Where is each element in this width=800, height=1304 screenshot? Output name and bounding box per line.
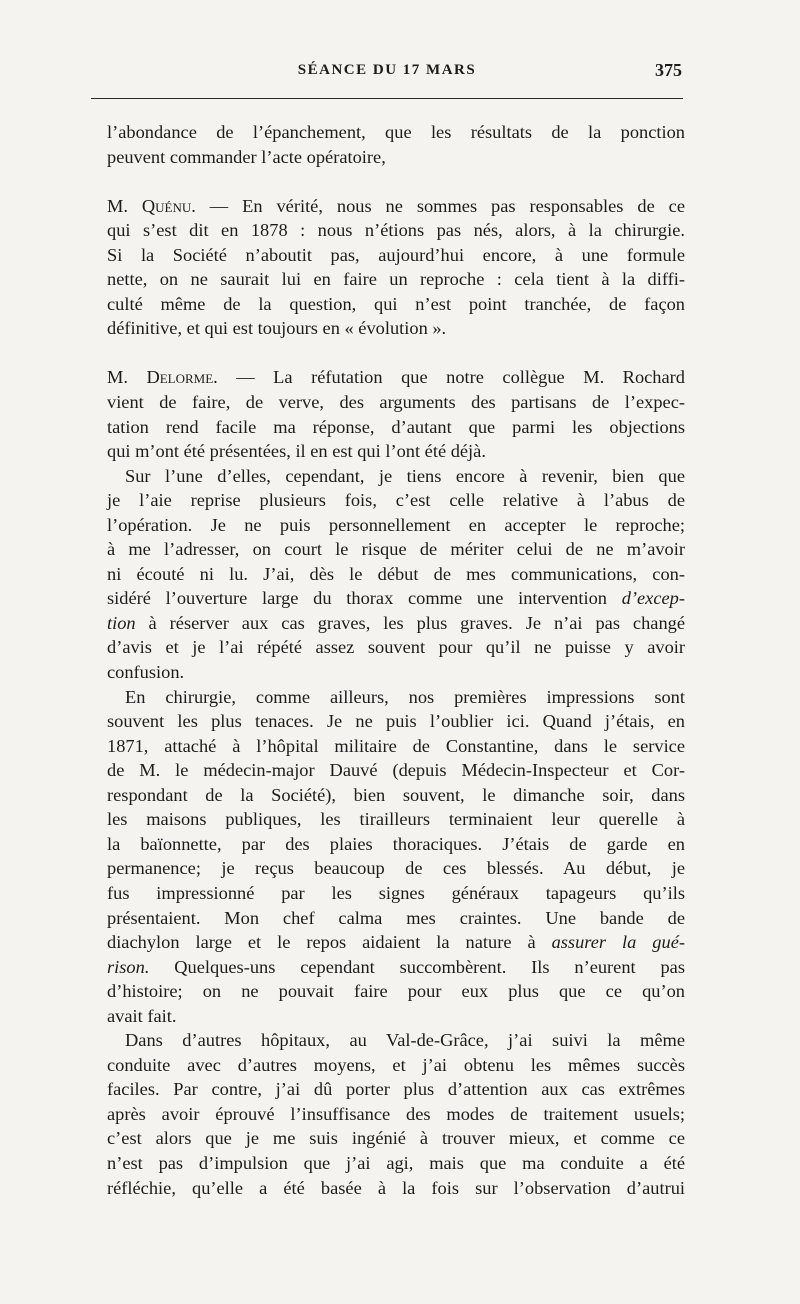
italic-text: rison. [107, 956, 150, 977]
paragraph-5 [107, 685, 685, 1029]
text-line: de M. le médecin-major Dauvé (depuis Médecin-Inspecteur et Cor- [107, 760, 685, 781]
text-line: qui m’ont été présentées, il en est qui l’ont été déjà. [107, 441, 486, 462]
paragraph-1 [107, 120, 685, 169]
text-line: après avoir éprouvé l’insuffisance des modes de traitement usuels; [107, 1103, 685, 1124]
text-line: réfléchie, qu’elle a été basée à la fois sur l’observation d’autrui [107, 1177, 685, 1198]
text-line: Sur l’une d’elles, cependant, je tiens encore à revenir, bien que [125, 465, 685, 486]
speaker-name: M. Delorme. [107, 367, 218, 388]
text-line: qui s’est dit en 1878 : nous n’étions pas nés, alors, à la chirurgie. [107, 220, 685, 241]
text-line: présentaient. Mon chef calma mes craintes. Une bande de [107, 907, 685, 928]
paragraph-3 [107, 365, 685, 463]
text-line: conduite avec d’autres moyens, et j’ai obtenu les mêmes succès [107, 1054, 685, 1075]
text-line: confusion. [107, 662, 185, 683]
text-line: n’est pas d’impulsion que j’ai agi, mais que ma conduite a été [107, 1152, 685, 1173]
italic-text: tion [107, 612, 136, 633]
text-line: la baïonnette, par des plaies thoraciques. J’étais de garde en [107, 833, 685, 854]
header-rule [91, 98, 683, 99]
text-line: respondant de la Société), bien souvent, le dimanche soir, dans [107, 784, 685, 805]
text-line: à me l’adresser, on court le risque de mériter celui de ne m’avoir [107, 539, 685, 560]
italic-text: d’excep- [621, 588, 685, 609]
text-line: souvent les plus tenaces. Je ne puis l’oublier ici. Quand j’étais, en [107, 711, 685, 732]
text-line: 1871, attaché à l’hôpital militaire de Constantine, dans le service [107, 735, 685, 756]
text-line: Si la Société n’aboutit pas, aujourd’hui encore, à une formule [107, 244, 685, 265]
text-line: nette, on ne saurait lui en faire un reproche : cela tient à la diffi- [107, 269, 685, 290]
text-line: je l’aie reprise plusieurs fois, c’est celle relative à l’abus de [107, 490, 685, 511]
text-line: les maisons publiques, les tirailleurs terminaient leur querelle à [107, 809, 685, 830]
text-line: l’opération. Je ne puis personnellement en accepter le reproche; [107, 514, 685, 535]
text-line: sidéré l’ouverture large du thorax comme une intervention d’excep- [107, 588, 685, 609]
text-line: d’histoire; on ne pouvait faire pour eux plus que ce qu’on [107, 981, 685, 1002]
text-line: culté même de la question, qui n’est point tranchée, de façon [107, 293, 685, 314]
text-line: d’avis et je l’ai répété assez souvent pour qu’il ne puisse y avoir [107, 637, 685, 658]
text-line: permanence; je reçus beaucoup de ces blessés. Au début, je [107, 858, 685, 879]
text-line: c’est alors que je me suis ingénié à trouver mieux, et comme ce [107, 1128, 685, 1149]
italic-text: assurer la gué- [551, 932, 685, 953]
text-line: peuvent commander l’acte opératoire, [107, 146, 386, 167]
paragraph-2 [107, 194, 685, 341]
text-line: tion à réserver aux cas graves, les plus graves. Je n’ai pas changé [107, 612, 685, 633]
text-line: ni écouté ni lu. J’ai, dès le début de mes communications, con- [107, 563, 685, 584]
text-line: définitive, et qui est toujours en « évolution ». [107, 318, 447, 339]
text-line: faciles. Par contre, j’ai dû porter plus d’attention aux cas extrêmes [107, 1079, 685, 1100]
paragraph-4 [107, 464, 685, 685]
body-text [107, 120, 685, 1200]
text-line: En chirurgie, comme ailleurs, nos premières impressions sont [125, 686, 685, 707]
text-line: tation rend facile ma réponse, d’autant que parmi les objections [107, 416, 685, 437]
running-title: SÉANCE DU 17 MARS [297, 62, 477, 78]
page-number: 375 [655, 60, 682, 80]
text-line: vient de faire, de verve, des arguments des partisans de l’expec- [107, 392, 685, 413]
paragraph-6 [107, 1028, 685, 1200]
text-line: M. Delorme. — La réfutation que notre collègue M. Rochard [107, 367, 685, 388]
speaker-name: M. Quénu. [107, 195, 196, 216]
text-line: l’abondance de l’épanchement, que les résultats de la ponction [107, 122, 685, 142]
text-line: M. Quénu. — En vérité, nous ne sommes pas responsables de ce [107, 195, 685, 216]
text-line: avait fait. [107, 1005, 177, 1026]
text-line: fus impressionné par les signes généraux tapageurs qu’ils [107, 882, 685, 903]
page-header [90, 58, 684, 88]
text-line: Dans d’autres hôpitaux, au Val-de-Grâce, j’ai suivi la même [125, 1030, 685, 1051]
text-line: rison. Quelques-uns cependant succombèrent. Ils n’eurent pas [107, 956, 685, 977]
text-line: diachylon large et le repos aidaient la nature à assurer la gué- [107, 932, 685, 953]
